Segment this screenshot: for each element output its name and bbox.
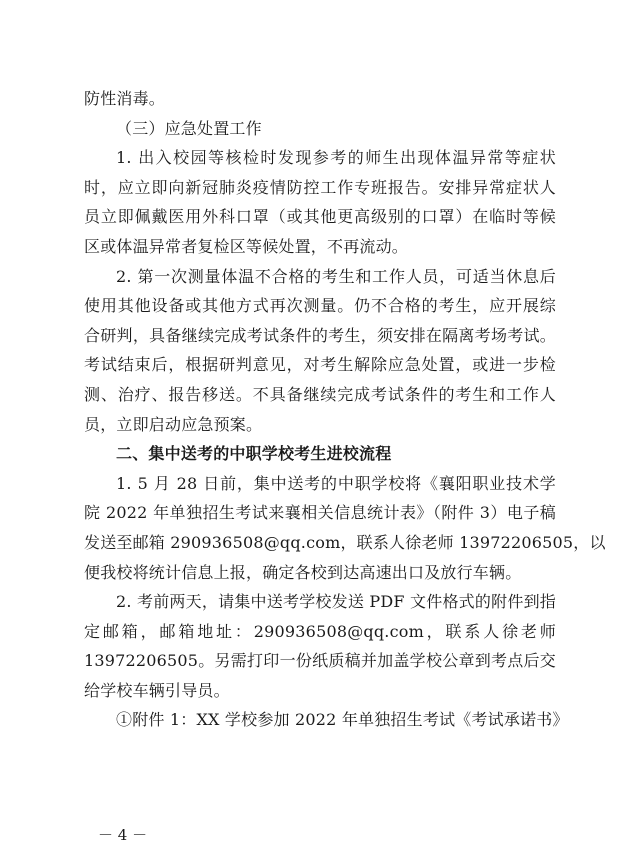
text-line-5: 员立即佩戴医用外科口罩（或其他更高级别的口罩）在临时等候 — [84, 207, 556, 227]
text-line-10: 考试结束后，根据研判意见，对考生解除应急处置，或进一步检 — [84, 355, 556, 375]
text-line-15: 院 2022 年单独招生考试来襄相关信息统计表》（附件 3）电子稿 — [84, 503, 556, 523]
text-line-18: 2. 考前两天，请集中送考学校发送 PDF 文件格式的附件到指 — [116, 592, 556, 612]
text-line-6: 区或体温异常者复检区等候处置，不再流动。 — [84, 236, 409, 256]
text-line-3: 1. 出入校园等核检时发现参考的师生出现体温异常等症状 — [116, 148, 556, 168]
text-line-11: 测、治疗、报告移送。不具备继续完成考试条件的考生和工作人 — [84, 384, 556, 404]
text-line-17: 便我校将统计信息上报，确定各校到达高速出口及放行车辆。 — [84, 562, 522, 582]
text-line-19: 定邮箱，邮箱地址：290936508@qq.com，联系人徐老师 — [84, 621, 556, 641]
text-line-1: 防性消毒。 — [84, 89, 166, 108]
text-line-7: 2. 第一次测量体温不合格的考生和工作人员，可适当休息后 — [116, 266, 556, 286]
text-line-9: 合研判，具备继续完成考试条件的考生，须安排在隔离考场考试。 — [84, 325, 556, 345]
text-line-4: 时，应立即向新冠肺炎疫情防控工作专班报告。安排异常症状人 — [84, 177, 556, 197]
text-line-14: 1. 5 月 28 日前，集中送考的中职学校将《襄阳职业技术学 — [116, 473, 556, 493]
subsection-heading: （三）应急处置工作 — [116, 118, 262, 138]
section-heading: 二、集中送考的中职学校考生进校流程 — [116, 444, 392, 464]
text-line-20: 13972206505。另需打印一份纸质稿并加盖学校公章到考点后交 — [84, 651, 556, 671]
text-line-21: 给学校车辆引导员。 — [84, 680, 230, 700]
text-line-16: 发送至邮箱 290936508@qq.com，联系人徐老师 13972206505，以 — [84, 532, 606, 552]
page-number: － 4 － — [98, 826, 148, 844]
text-line-12: 员，立即启动应急预案。 — [84, 414, 263, 434]
text-line-22: ①附件 1：XX 学校参加 2022 年单独招生考试《考试承诺书》 — [116, 710, 569, 730]
text-line-8: 使用其他设备或其他方式再次测量。仍不合格的考生，应开展综 — [84, 296, 556, 316]
document-body — [84, 84, 606, 735]
